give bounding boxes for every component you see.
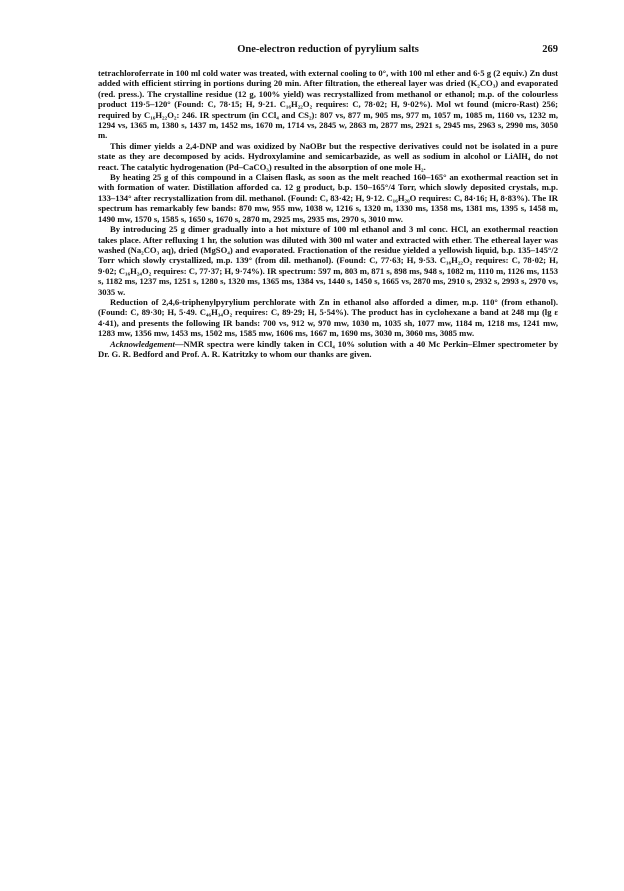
paragraph: This dimer yields a 2,4-DNP and was oxidized by NaOBr but the respective derivatives could not be isolated in a pure state as they are decomposed by acids. Hydroxylamine and semicarbazide, as well as sodium in alcohol or LiAlH₄ do not react. The catalytic hydrogenation (Pd–CaCO₃) resulted in the absorption of one mole H₂. bbox=[98, 140, 558, 172]
acknowledgement-label: Acknowledgement bbox=[110, 338, 175, 349]
paragraph: tetrachloroferrate in 100 ml cold water was treated, with external cooling to 0°, with 100 ml ether and 6·5 g (2 equiv.) Zn dust added with efficient stirring in portions during 20 min. After filtration, the ethereal layer was dried (K₂CO₃) and evaporated (red. press.). The crystalline residue (12 g, 100% yield) was recrystallized from methanol or ethanol; m.p. of the colourless product 119·5–120° (Found: C, 78·15; H, 9·21. C₁₆H₂₂O₂ requires: C, 78·02; H, 9·02%). Mol wt found (micro-Rast) 256; required by C₁₆H₂₂O₂: 246. IR spectrum (in CCl₄ and CS₂): 807 vs, 877 m, 905 ms, 977 m, 1057 m, 1085 m, 1160 vs, 1232 m, 1294 vs, 1365 m, 1380 s, 1437 m, 1452 ms, 1670 m, 1714 vs, 2845 w, 2863 m, 2877 ms, 2921 s, 2945 ms, 2963 s, 2990 ms, 3050 m. bbox=[98, 68, 558, 141]
paragraph: Reduction of 2,4,6-triphenylpyrylium perchlorate with Zn in ethanol also afforded a dimer, m.p. 110° (from ethanol). (Found: C, 89·30; H, 5·49. C₄₆H₃₄O₂ requires: C, 89·29; H, 5·54%). The product has in cyclohexane a band at 248 mμ (lg ε 4·41), and presents the following IR bands: 700 vs, 912 w, 970 mw, 1030 m, 1035 sh, 1077 mw, 1184 m, 1218 ms, 1241 mw, 1283 mw, 1356 mw, 1453 ms, 1502 ms, 1585 mw, 1606 ms, 1667 m, 1690 ms, 3030 m, 3060 ms, 3085 mw. bbox=[98, 296, 558, 339]
running-header bbox=[98, 44, 558, 64]
article-body bbox=[98, 68, 558, 359]
running-title: One-electron reduction of pyrylium salts bbox=[237, 44, 419, 55]
acknowledgement-text: —NMR spectra were kindly taken in CCl₄ 10% solution with a 40 Mc Perkin–Elmer spectrometer by Dr. G. R. Bedford and Prof. A. R. Katritzky to whom our thanks are given. bbox=[98, 338, 558, 359]
paragraph: By heating 25 g of this compound in a Claisen flask, as soon as the melt reached 160–165° an exothermal reaction set in with formation of water. Distillation afforded ca. 12 g product, b.p. 150–165°/4 Torr, which slowly deposited crystals, m.p. 133–134° after recrystallization from dil. methanol. (Found: C, 83·42; H, 9·12. C₁₆H₂₀O requires: C, 84·16; H, 8·83%). The IR spectrum has remarkably few bands: 870 mw, 955 mw, 1038 w, 1216 s, 1320 m, 1330 ms, 1358 ms, 1381 ms, 1395 s, 1458 m, 1490 mw, 1570 s, 1585 s, 1650 s, 1670 s, 2870 m, 2925 ms, 2935 ms, 2970 s, 3010 mw. bbox=[98, 172, 558, 224]
paragraph: By introducing 25 g dimer gradually into a hot mixture of 100 ml ethanol and 3 ml conc. HCl, an exothermal reaction takes place. After refluxing 1 hr, the solution was diluted with 300 ml water and extracted with ether. The ethereal layer was washed (Na₂CO₃ aq), dried (MgSO₄) and evaporated. Fractionation of the residue yielded a yellowish liquid, b.p. 135–145°/2 Torr which slowly crystallized, m.p. 139° (from dil. methanol). (Found: C, 77·63; H, 9·53. C₁₆H₂₂O₂ requires: C, 78·02; H, 9·02; C₁₆H₂₄O₂ requires: C, 77·37; H, 9·74%). IR spectrum: 597 m, 803 m, 871 s, 898 ms, 948 s, 1082 m, 1110 m, 1126 ms, 1153 s, 1182 ms, 1237 ms, 1251 s, 1280 s, 1320 ms, 1365 ms, 1384 vs, 1440 s, 1450 s, 1665 vs, 2870 ms, 2910 s, 2932 s, 2993 s, 2970 vs, 3035 w. bbox=[98, 224, 558, 297]
acknowledgement-paragraph bbox=[98, 339, 558, 360]
document-page bbox=[98, 44, 558, 359]
page-number: 269 bbox=[542, 44, 558, 55]
